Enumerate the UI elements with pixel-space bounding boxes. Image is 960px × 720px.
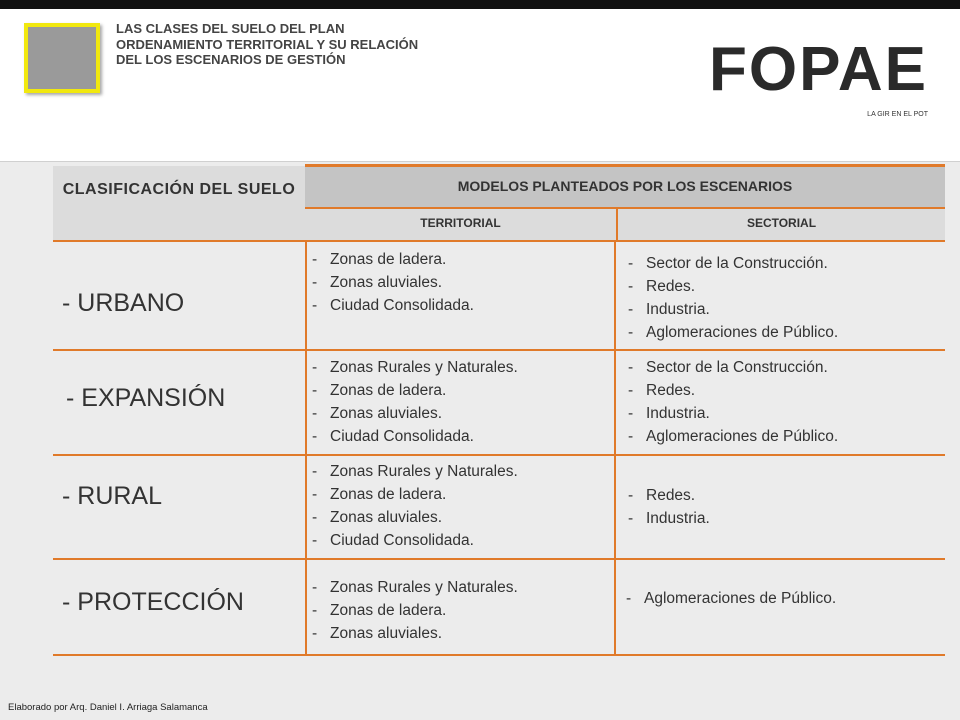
- slide-header: [0, 9, 960, 161]
- list-item: - Zonas de ladera.: [312, 599, 518, 622]
- column-divider: [305, 242, 307, 654]
- row-label-urbano: - URBANO: [62, 289, 185, 317]
- footer-credit: Elaborado por Arq. Daniel I. Arriaga Salamanca: [8, 702, 208, 713]
- list-item: - Zonas de ladera.: [312, 379, 518, 402]
- list-item: - Sector de la Construcción.: [628, 356, 838, 379]
- row-divider: [53, 454, 945, 456]
- top-bar: [0, 0, 960, 9]
- territorial-list-rural: [312, 460, 518, 552]
- brand-subtitle: LA GIR EN EL POT: [867, 111, 928, 118]
- list-item: - Zonas aluviales.: [312, 506, 518, 529]
- row-divider: [53, 654, 945, 656]
- header-sectorial: [616, 209, 945, 242]
- header-territorial: [305, 209, 616, 242]
- list-item: - Industria.: [628, 507, 710, 530]
- list-item: - Aglomeraciones de Público.: [628, 425, 838, 448]
- list-item: - Aglomeraciones de Público.: [628, 321, 838, 344]
- list-item: - Zonas Rurales y Naturales.: [312, 460, 518, 483]
- header-models: [305, 164, 945, 209]
- row-label-proteccion: - PROTECCIÓN: [62, 588, 244, 616]
- list-item: - Sector de la Construcción.: [628, 252, 838, 275]
- logo-placeholder: [24, 23, 100, 93]
- list-item: - Zonas de ladera.: [312, 483, 518, 506]
- column-divider: [614, 242, 616, 654]
- sectorial-list-rural: [628, 484, 710, 530]
- list-item: - Redes.: [628, 379, 838, 402]
- header-territorial-label: TERRITORIAL: [420, 216, 501, 230]
- list-item: - Zonas aluviales.: [312, 271, 474, 294]
- list-item: - Zonas aluviales.: [312, 402, 518, 425]
- header-classification-label: CLASIFICACIÓN DEL SUELO: [62, 181, 296, 198]
- list-item: - Zonas Rurales y Naturales.: [312, 576, 518, 599]
- header-classification: [53, 166, 305, 242]
- territorial-list-expansion: [312, 356, 518, 448]
- list-item: - Zonas aluviales.: [312, 622, 518, 645]
- list-item: - Ciudad Consolidada.: [312, 529, 518, 552]
- row-label-expansion: - EXPANSIÓN: [66, 384, 226, 412]
- list-item: - Redes.: [628, 275, 838, 298]
- row-label-rural: - RURAL: [62, 482, 163, 510]
- sectorial-list-proteccion: [626, 587, 836, 610]
- list-item: - Industria.: [628, 402, 838, 425]
- list-item: - Zonas de ladera.: [312, 248, 474, 271]
- list-item: - Ciudad Consolidada.: [312, 294, 474, 317]
- row-divider: [53, 558, 945, 560]
- list-item: - Industria.: [628, 298, 838, 321]
- brand-logo-text: FOPAE: [709, 35, 928, 104]
- header-sectorial-label: SECTORIAL: [746, 216, 817, 230]
- sectorial-list-urbano: [628, 252, 838, 344]
- row-divider: [53, 349, 945, 351]
- list-item: - Aglomeraciones de Público.: [626, 587, 836, 610]
- list-item: - Redes.: [628, 484, 710, 507]
- sectorial-list-expansion: [628, 356, 838, 448]
- territorial-list-urbano: [312, 248, 474, 317]
- territorial-list-proteccion: [312, 576, 518, 645]
- list-item: - Ciudad Consolidada.: [312, 425, 518, 448]
- header-models-label: MODELOS PLANTEADOS POR LOS ESCENARIOS: [457, 178, 793, 194]
- list-item: - Zonas Rurales y Naturales.: [312, 356, 518, 379]
- slide-title: LAS CLASES DEL SUELO DEL PLAN ORDENAMIENTO TERRITORIAL Y SU RELACIÓN DEL LOS ESCENARIOS DE GESTIÓN: [116, 21, 419, 67]
